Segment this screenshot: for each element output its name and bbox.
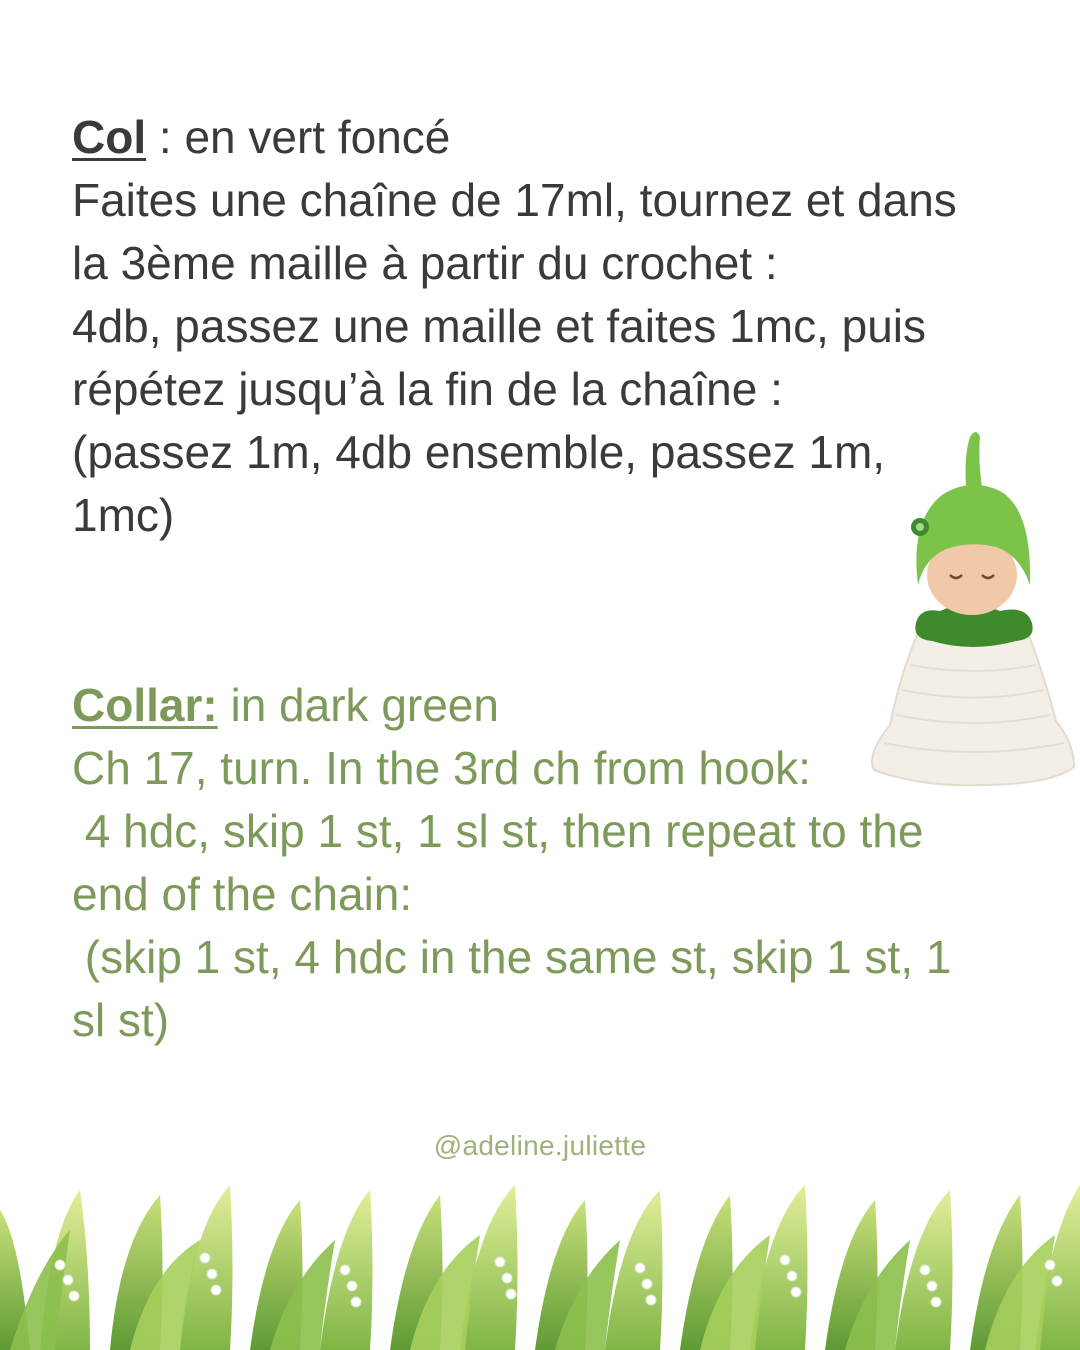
- author-handle: @adeline.juliette: [433, 1130, 647, 1161]
- french-line: Faites une chaîne de 17ml, tournez et dans: [72, 174, 957, 226]
- english-heading-rest: in dark green: [217, 679, 499, 731]
- french-line: 1mc): [72, 489, 175, 541]
- english-line: end of the chain:: [72, 868, 413, 920]
- english-heading: Collar:: [72, 679, 218, 731]
- english-line: Ch 17, turn. In the 3rd ch from hook:: [72, 742, 811, 794]
- french-line: répétez jusqu’à la fin de la chaîne :: [72, 363, 783, 415]
- english-line: (skip 1 st, 4 hdc in the same st, skip 1 st, 1: [72, 931, 952, 983]
- french-line: 4db, passez une maille et faites 1mc, puis: [72, 300, 927, 352]
- crochet-doll-image: [860, 425, 1080, 790]
- english-line: sl st): [72, 994, 170, 1046]
- french-line: (passez 1m, 4db ensemble, passez 1m,: [72, 426, 886, 478]
- lily-of-the-valley-border: [0, 1170, 1080, 1350]
- french-heading-rest: : en vert foncé: [146, 111, 451, 163]
- doll-hat-stem: [966, 432, 983, 487]
- french-heading-line: [72, 106, 1022, 169]
- french-line: la 3ème maille à partir du crochet :: [72, 237, 778, 289]
- french-heading: Col: [72, 111, 147, 163]
- doll-skirt: [872, 633, 1074, 785]
- english-line: 4 hdc, skip 1 st, 1 sl st, then repeat to the: [72, 805, 924, 857]
